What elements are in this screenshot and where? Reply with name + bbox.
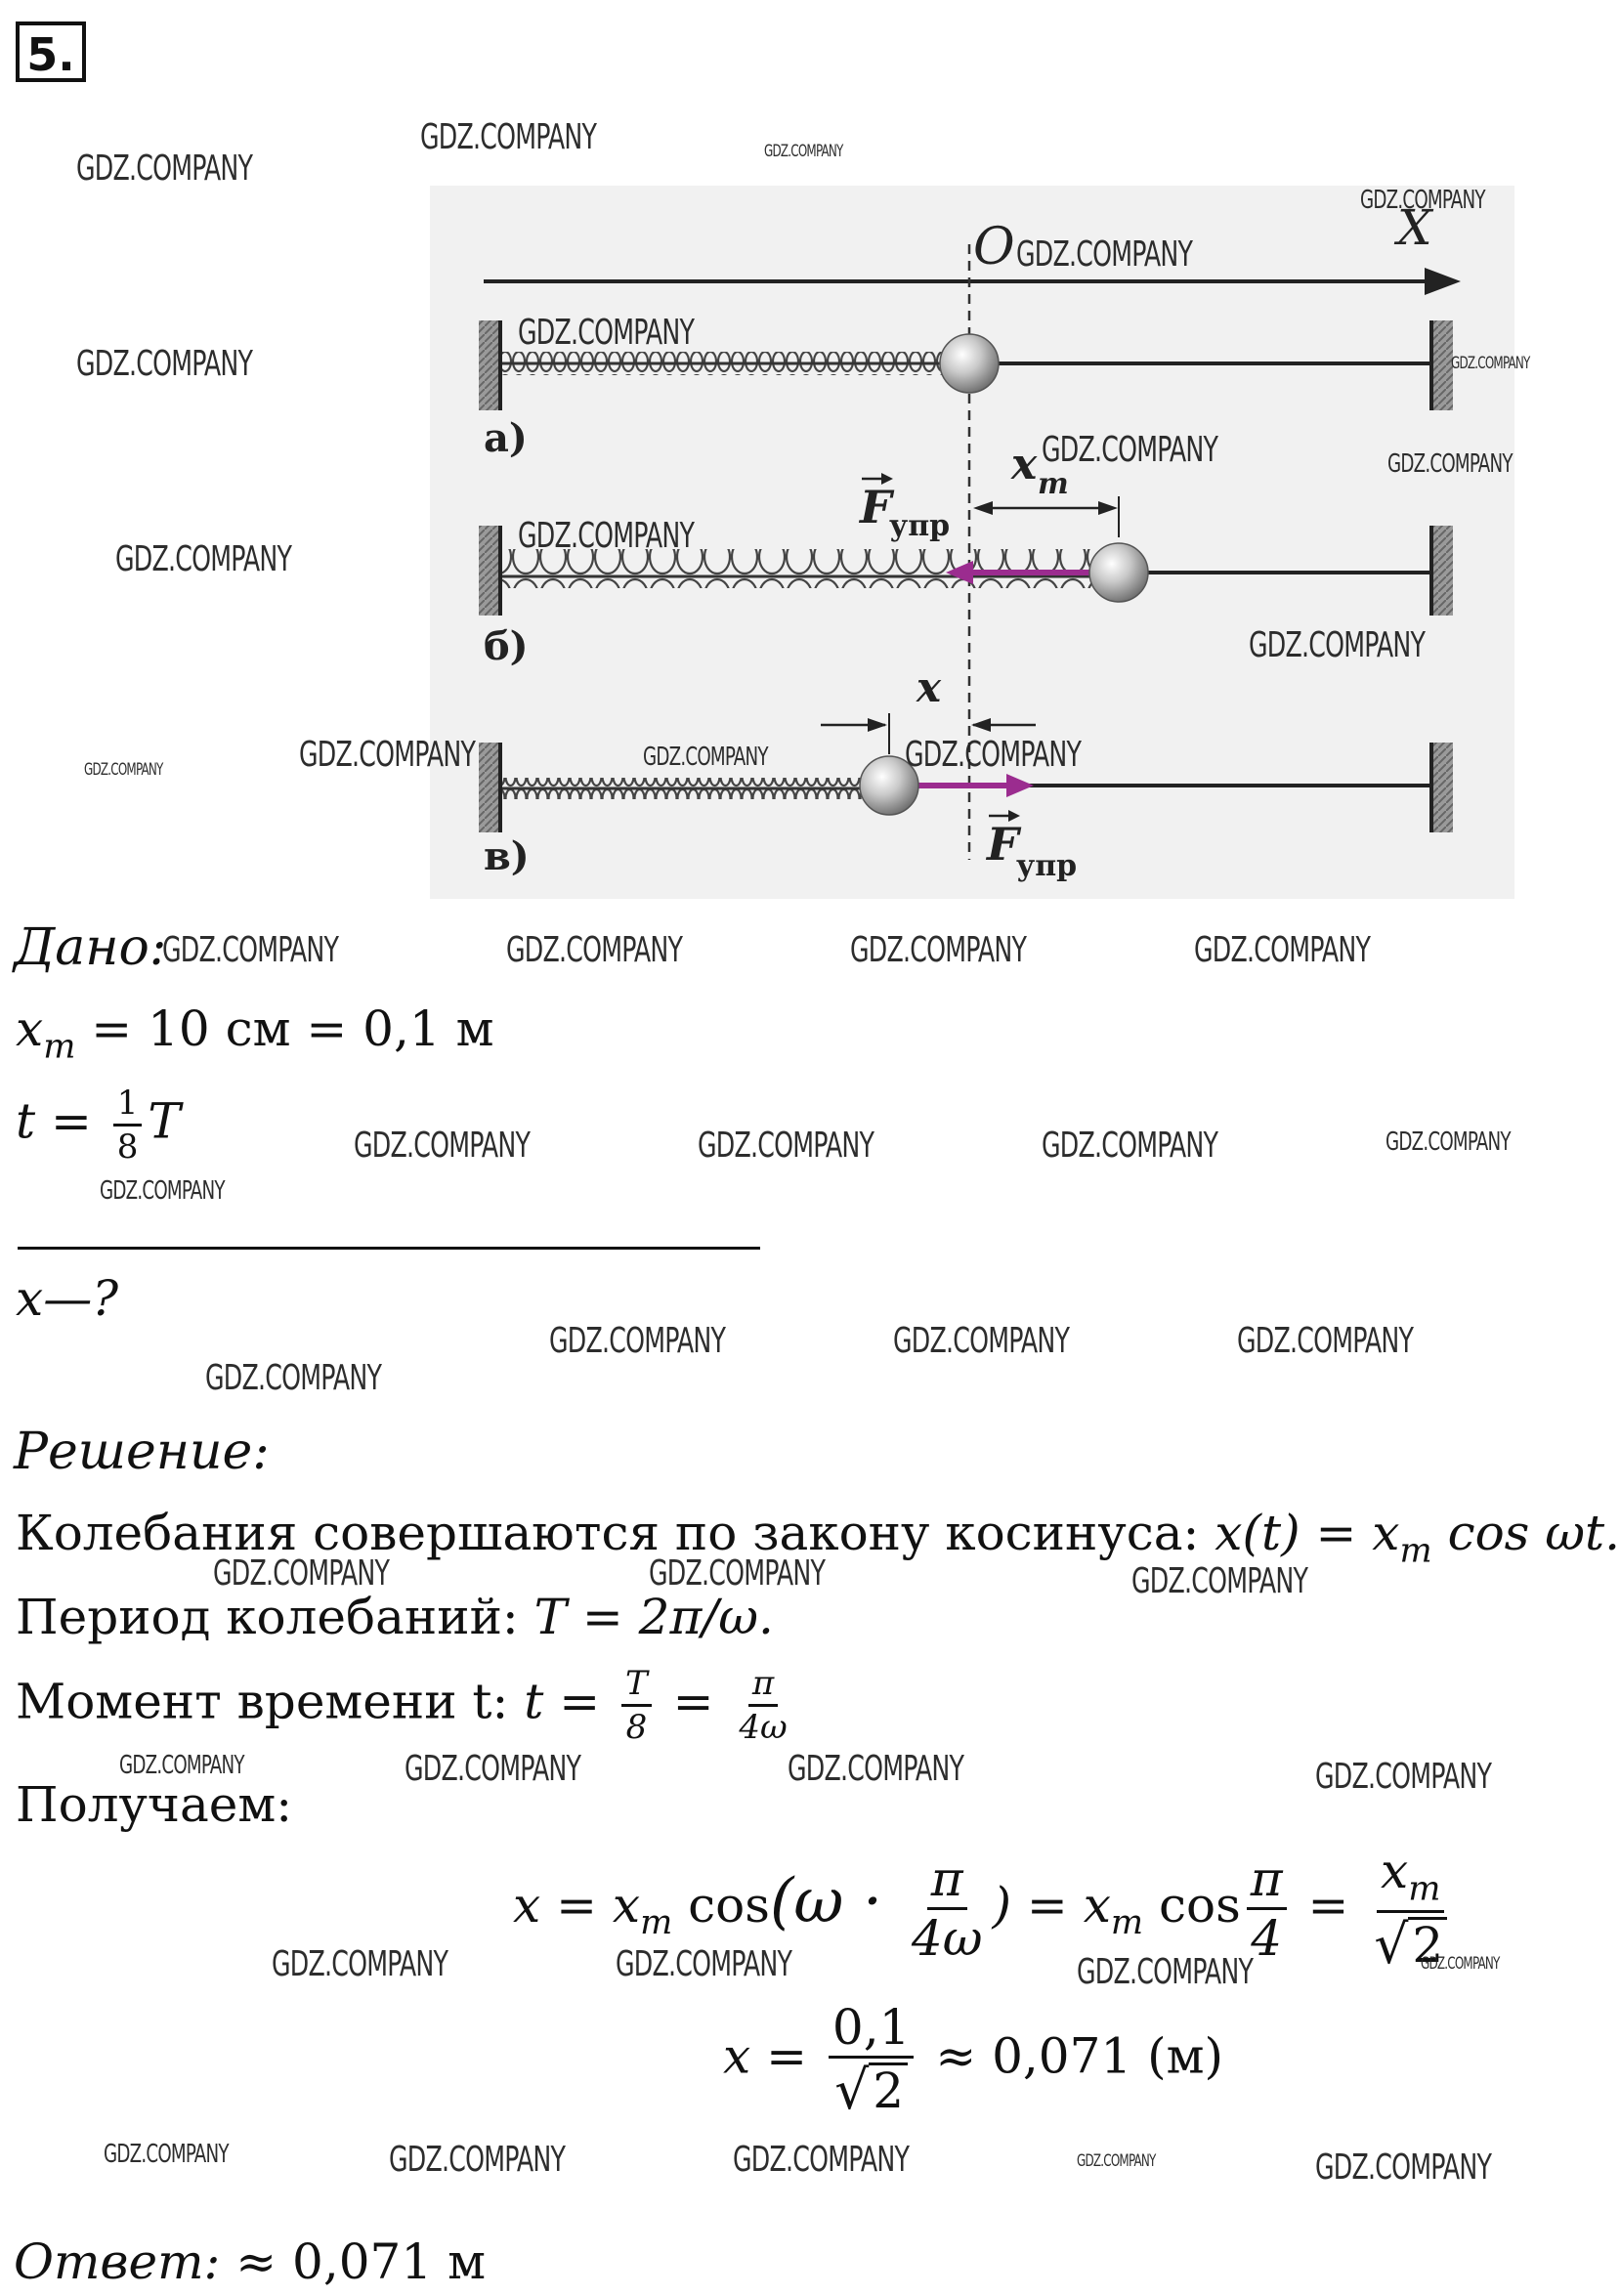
xm-label: x [1011,440,1038,489]
equation-1: $x = x_m$ cos(ω · $\frac{\pi}{4\omega}$ ) = $x_m$ cos $\frac{\pi}{4}$ = $x_m$ √ 2 [513,1847,1457,1972]
watermark: GDZ.COMPANY [420,117,597,157]
watermark: GDZ.COMPANY [1451,354,1530,373]
watermark: GDZ.COMPANY [1421,1954,1500,1974]
watermark: GDZ.COMPANY [205,1358,382,1398]
watermark: GDZ.COMPANY [354,1126,531,1166]
watermark: GDZ.COMPANY [733,2140,910,2180]
axis-x-label: X [1397,199,1432,256]
force-label-c: F [987,818,1019,871]
watermark: GDZ.COMPANY [84,760,163,780]
watermark: GDZ.COMPANY [764,142,843,161]
answer-value: ≈ 0,071 м [220,2233,486,2290]
watermark: GDZ.COMPANY [518,313,695,353]
given-heading: Дано: [14,918,167,977]
watermark: GDZ.COMPANY [1386,1127,1511,1157]
find-line: x—? [16,1270,119,1327]
watermark: GDZ.COMPANY [698,1126,874,1166]
watermark: GDZ.COMPANY [1077,1952,1254,1992]
watermark: GDZ.COMPANY [649,1553,826,1594]
svg-text:m: m [1038,467,1069,501]
watermark: GDZ.COMPANY [162,930,339,970]
solution-line-4: Получаем: [16,1776,293,1833]
given-divider [18,1247,760,1250]
watermark: GDZ.COMPANY [1131,1561,1308,1601]
ball-a [940,334,999,393]
watermark: GDZ.COMPANY [299,735,476,775]
watermark: GDZ.COMPANY [1042,1126,1218,1166]
panel-c-label: в) [484,833,530,879]
watermark: GDZ.COMPANY [100,1176,225,1206]
watermark: GDZ.COMPANY [389,2140,566,2180]
watermark: GDZ.COMPANY [1249,625,1426,665]
watermark: GDZ.COMPANY [1360,186,1485,215]
watermark: GDZ.COMPANY [115,539,292,579]
watermark: GDZ.COMPANY [272,1944,448,1984]
watermark: GDZ.COMPANY [1077,2151,1156,2171]
watermark: GDZ.COMPANY [506,930,683,970]
watermark: GDZ.COMPANY [76,149,253,189]
panel-b-label: б) [484,623,529,669]
svg-text:упр: упр [1016,849,1078,883]
watermark: GDZ.COMPANY [788,1749,964,1789]
watermark: GDZ.COMPANY [405,1749,581,1789]
watermark: GDZ.COMPANY [905,735,1082,775]
origin-label: O [973,218,1015,276]
watermark: GDZ.COMPANY [1315,2147,1492,2188]
answer-line [14,2233,486,2290]
watermark: GDZ.COMPANY [76,344,253,384]
watermark: GDZ.COMPANY [616,1944,792,1984]
given-t-line: t = $\frac{1}{8}$ T [16,1084,181,1167]
solution-line-1: Колебания совершаются по закону косинуса: $x(t) = x_m$ cos ωt. [16,1505,1620,1571]
answer-heading: Ответ: [14,2233,221,2290]
watermark: GDZ.COMPANY [119,1751,244,1780]
watermark: GDZ.COMPANY [213,1553,390,1594]
solution-line-3: Момент времени t: t = $\frac{T}{8}$ = $\frac{\pi}{4\omega}$ [16,1664,788,1747]
watermark: GDZ.COMPANY [1016,234,1193,275]
watermark: GDZ.COMPANY [549,1321,726,1361]
watermark: GDZ.COMPANY [1194,930,1371,970]
solution-heading: Решение: [14,1423,270,1481]
watermark: GDZ.COMPANY [104,2140,229,2169]
panel-a-label: а) [484,415,528,461]
watermark: GDZ.COMPANY [1237,1321,1414,1361]
watermark: GDZ.COMPANY [1042,430,1218,470]
watermark: GDZ.COMPANY [518,516,695,556]
watermark: GDZ.COMPANY [1387,449,1513,479]
watermark: GDZ.COMPANY [893,1321,1070,1361]
ball-b [1089,543,1148,602]
equation-2: x = 0,1 √ 2 ≈ 0,071 (м) [723,1999,1224,2121]
watermark: GDZ.COMPANY [1315,1757,1492,1797]
force-label-b: F [860,481,892,533]
problem-number: 5. [16,21,86,82]
watermark: GDZ.COMPANY [850,930,1027,970]
svg-text:упр: упр [889,509,951,543]
watermark: GDZ.COMPANY [643,743,768,772]
solution-line-2: Период колебаний: T = 2π/ω. [16,1589,774,1645]
x-label: x [917,663,942,711]
given-xm-line: $x_m = 10$ см = 0,1 м [16,1000,494,1067]
